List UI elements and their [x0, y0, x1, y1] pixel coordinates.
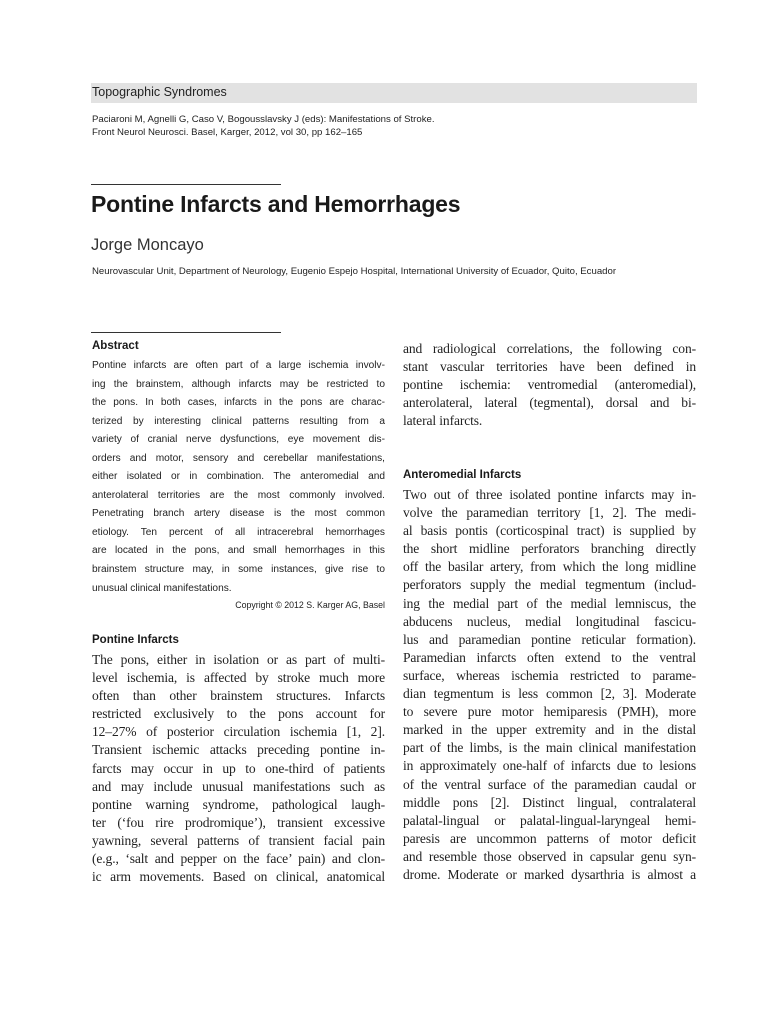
- article-title: Pontine Infarcts and Hemorrhages: [91, 191, 461, 217]
- body-line: often than other brainstem structures. Infarcts: [92, 688, 385, 704]
- anteromedial-infarcts-body: [403, 486, 696, 884]
- body-line: The pons, either in isolation or as part of multi-: [92, 652, 385, 667]
- abstract-heading: Abstract: [92, 340, 139, 352]
- body-line: part of the limbs, is the main clinical manifestation: [403, 740, 696, 756]
- body-line: Paramedian infarcts often extend to the ventral: [403, 649, 696, 665]
- body-line: perforators supply the medial tegmentum (includ-: [403, 577, 696, 593]
- abstract-line: are located in the pons, and small hemorrhages in this: [92, 545, 385, 557]
- abstract-line: either isolated or in combination. The anteromedial and: [92, 471, 385, 483]
- body-line: and may include unusual manifestations such as: [92, 778, 385, 794]
- pontine-infarcts-heading: Pontine Infarcts: [92, 634, 179, 646]
- body-line: to severe pure motor hemiparesis (PMH), more: [403, 704, 696, 720]
- abstract-line: etiology. Ten percent of all intracerebral hemorrhages: [92, 526, 385, 538]
- body-line: surface, whereas ischemia restricted to parame-: [403, 667, 696, 683]
- body-line: Two out of three isolated pontine infarcts may in-: [403, 487, 696, 502]
- abstract-line: brainstem structure may, in some instances, give rise to: [92, 564, 385, 576]
- body-line: lateral infarcts.: [403, 413, 483, 429]
- body-line: abducens nucleus, medial longitudinal fascicu-: [403, 613, 696, 629]
- body-line: level ischemia, is affected by stroke much more: [92, 670, 385, 686]
- pontine-infarcts-body: [92, 651, 385, 886]
- body-line: dian tegmentum is less common [2, 3]. Moderate: [403, 686, 696, 702]
- body-line: lus and paramedian pontine reticular formation).: [403, 631, 696, 647]
- body-line: the short midline perforators branching directly: [403, 541, 696, 557]
- body-line: anterolateral, lateral (tegmental), dorsal and bi-: [403, 395, 696, 411]
- citation-line: Front Neurol Neurosci. Basel, Karger, 2012, vol 30, pp 162–165: [92, 127, 363, 138]
- body-line: marked in the upper extremity and in the distal: [403, 722, 696, 738]
- abstract-line: orders and motor, sensory and cerebellar manifestations,: [92, 452, 385, 464]
- body-line: ing the medial part of the medial lemniscus, the: [403, 595, 696, 611]
- body-line: and resemble those observed in capsular genu syn-: [403, 848, 696, 864]
- title-rule: [91, 184, 281, 185]
- body-line: pontine ischemia: ventromedial (anteromedial),: [403, 377, 696, 393]
- abstract-line: Penetrating branch artery disease is the most common: [92, 508, 385, 520]
- body-line: pontine warning syndrome, pathological laugh-: [92, 796, 385, 812]
- abstract-line: ing the brainstem, although infarcts may be restricted to: [92, 378, 385, 390]
- anteromedial-infarcts-heading: Anteromedial Infarcts: [403, 469, 522, 481]
- right-column-continuation: [403, 340, 696, 430]
- body-line: off the basilar artery, from which the long midline: [403, 559, 696, 575]
- abstract-line: unusual clinical manifestations.: [92, 582, 232, 594]
- body-line: of the ventral surface of the paramedian caudal or: [403, 776, 696, 792]
- abstract-body: [92, 357, 385, 598]
- body-line: Transient ischemic attacks preceding pontine in-: [92, 742, 385, 758]
- body-line: paresis are uncommon patterns of motor deficit: [403, 830, 696, 846]
- body-line: stant vascular territories have been defined in: [403, 359, 696, 375]
- author-name: Jorge Moncayo: [91, 236, 204, 254]
- body-line: farcts may occur in up to one-third of patients: [92, 760, 385, 776]
- body-line: in approximately one-half of infarcts due to lesions: [403, 758, 696, 774]
- body-line: ic arm movements. Based on clinical, anatomical: [92, 869, 385, 885]
- body-line: ter (‘fou rire prodromique’), transient excessive: [92, 814, 385, 830]
- author-affiliation: Neurovascular Unit, Department of Neurology, Eugenio Espejo Hospital, International University of Ecuador, Quito, Ecuador: [92, 266, 617, 277]
- body-line: volve the paramedian territory [1, 2]. The medi-: [403, 505, 696, 521]
- section-label: Topographic Syndromes: [92, 85, 227, 99]
- abstract-rule: [91, 332, 281, 333]
- copyright-notice: Copyright © 2012 S. Karger AG, Basel: [235, 600, 385, 610]
- abstract-line: the pons. In both cases, infarcts in the pons are charac-: [92, 397, 385, 409]
- body-line: yawning, several patterns of transient facial pain: [92, 832, 385, 848]
- body-line: (e.g., ‘salt and pepper on the face’ pain) and clon-: [92, 851, 385, 867]
- body-line: 12–27% of posterior circulation ischemia [1, 2].: [92, 724, 385, 740]
- citation-line: Paciaroni M, Agnelli G, Caso V, Bogousslavsky J (eds): Manifestations of Stroke.: [92, 114, 435, 125]
- abstract-line: terized by interesting clinical patterns resulting from a: [92, 415, 385, 427]
- abstract-line: variety of cranial nerve dysfunctions, eye movement dis-: [92, 434, 385, 446]
- body-line: palatal-lingual or palatal-lingual-laryngeal hemi-: [403, 812, 696, 828]
- abstract-line: anterolateral territories are the most commonly involved.: [92, 489, 385, 501]
- body-line: and radiological correlations, the following con-: [403, 341, 696, 356]
- abstract-line: Pontine infarcts are often part of a large ischemia involv-: [92, 360, 385, 371]
- body-line: middle pons [2]. Distinct lingual, contralateral: [403, 794, 696, 810]
- body-line: drome. Moderate or marked dysarthria is almost a: [403, 866, 696, 882]
- body-line: restricted exclusively to the pons account for: [92, 706, 385, 722]
- body-line: al basis pontis (corticospinal tract) is supplied by: [403, 523, 696, 539]
